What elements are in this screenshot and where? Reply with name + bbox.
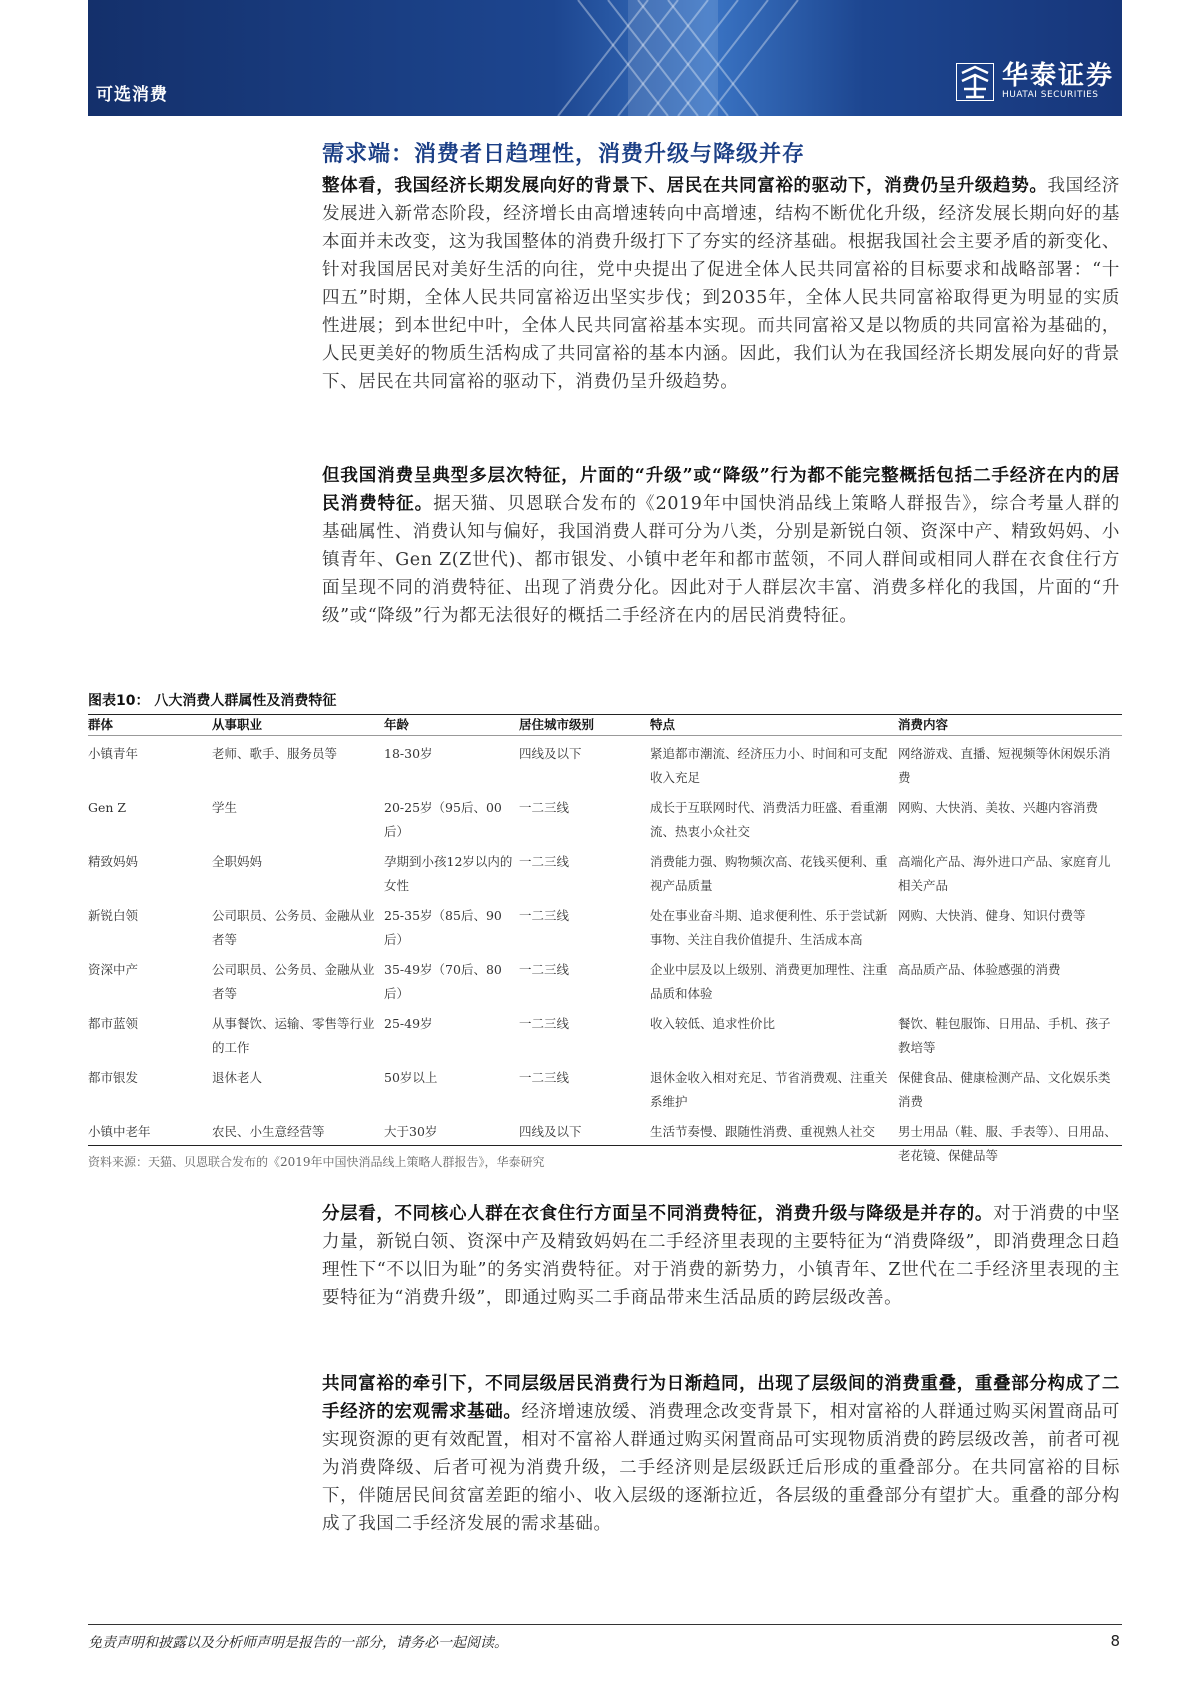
table-cell: 男士用品（鞋、服、手表等）、日用品、老花镜、保健品等	[898, 1124, 1117, 1163]
footer-rule	[88, 1624, 1122, 1625]
table-cell: 25-35岁（85后、90后）	[384, 908, 502, 947]
table-cell: 四线及以下	[519, 746, 582, 761]
table-cell: 一二三线	[519, 1016, 570, 1031]
table-header-cell: 消费内容	[898, 716, 949, 732]
table-row	[88, 898, 1122, 952]
table-bottom-rule	[88, 1145, 1122, 1146]
table-cell: 处在事业奋斗期、追求便利性、乐于尝试新事物、关注自我价值提升、生活成本高	[650, 908, 888, 947]
table-cell: 网络游戏、直播、短视频等休闲娱乐消费	[898, 746, 1111, 785]
table-header-cell: 居住城市级别	[519, 716, 595, 732]
table-cell: 18-30岁	[384, 746, 433, 761]
page-header-band	[88, 0, 1122, 116]
table-cell: 成长于互联网时代、消费活力旺盛、看重潮流、热衷小众社交	[650, 800, 888, 839]
table-cell: 农民、小生意经营等	[212, 1124, 325, 1139]
paragraph-stratified-body: 对于消费的中坚力量，新锐白领、资深中产及精致妈妈在二手经济里表现的主要特征为“消费降级”，即消费理念日趋理性下“不以旧为耻”的务实消费特征。对于消费的新势力，小镇青年、Z世代在二手经济里表现的主要特征为“消费升级”，即通过购买二手商品带来生活品质的跨层级改善。	[322, 1204, 1120, 1308]
table-cell: 网购、大快消、健身、知识付费等	[898, 908, 1086, 923]
table-row	[88, 844, 1122, 898]
table-cell: 退休金收入相对充足、节省消费观、注重关系维护	[650, 1070, 888, 1109]
figure-source: 资料来源：天猫、贝恩联合发布的《2019年中国快消品线上策略人群报告》，华泰研究	[88, 1155, 545, 1169]
table-row	[88, 1060, 1122, 1114]
table-cell: 网购、大快消、美妆、兴趣内容消费	[898, 800, 1099, 815]
table-cell: 公司职员、公务员、金融从业者等	[212, 962, 375, 1001]
table-cell: 35-49岁（70后、80后）	[384, 962, 502, 1001]
table-cell: 大于30岁	[384, 1124, 438, 1139]
table-header-cell: 特点	[650, 716, 676, 732]
table-cell: 精致妈妈	[88, 854, 139, 869]
paragraph-stratified	[322, 1200, 1120, 1312]
table-cell: 消费能力强、购物频次高、花钱买便利、重视产品质量	[650, 854, 888, 893]
section-tag: 可选消费	[96, 85, 168, 105]
table-cell: 从事餐饮、运输、零售等行业的工作	[212, 1016, 375, 1055]
table-cell: 高端化产品、海外进口产品、家庭育儿相关产品	[898, 854, 1111, 893]
table-header-row	[88, 712, 1122, 736]
paragraph-common-prosperity	[322, 1370, 1120, 1538]
table-cell: 资深中产	[88, 962, 139, 977]
table-cell: 一二三线	[519, 1070, 570, 1085]
header-decoration	[518, 0, 848, 116]
table-row	[88, 952, 1122, 1006]
table-cell: 一二三线	[519, 908, 570, 923]
paragraph-common-prosperity-lead: 共同富裕的牵引下，不同层级居民消费行为日渐趋同，出现了层级间的消费重叠，重叠部分构成了二手经济的宏观需求基础。	[322, 1374, 1120, 1422]
table-cell: 生活节奏慢、跟随性消费、重视熟人社交	[650, 1124, 876, 1139]
table-header-cell: 群体	[88, 716, 114, 732]
huatai-logo	[956, 62, 1114, 101]
table-cell: Gen Z	[88, 800, 127, 815]
page-number: 8	[1110, 1632, 1120, 1650]
consumer-groups-table	[88, 712, 1122, 1168]
figure-title: 图表10： 八大消费人群属性及消费特征	[88, 690, 1122, 715]
table-header-cell: 从事职业	[212, 716, 263, 732]
paragraph-stratified-lead: 分层看，不同核心人群在衣食住行方面呈不同消费特征，消费升级与降级是并存的。	[322, 1204, 994, 1224]
paragraph-multilevel-lead: 但我国消费呈典型多层次特征，片面的“升级”或“降级”行为都不能完整概括包括二手经济在内的居民消费特征。	[322, 466, 1120, 514]
paragraph-overall-lead: 整体看，我国经济长期发展向好的背景下、居民在共同富裕的驱动下，消费仍呈升级趋势。	[322, 176, 1048, 196]
paragraph-common-prosperity-body: 经济增速放缓、消费理念改变背景下，相对富裕的人群通过购买闲置商品可实现资源的更有效配置，相对不富裕人群通过购买闲置商品可实现物质消费的跨层级改善，前者可视为消费降级、后者可视为消费升级，二手经济则是层级跃迁后形成的重叠部分。在共同富裕的目标下，伴随居民间贫富差距的缩小、收入层级的逐渐拉近，各层级的重叠部分有望扩大。重叠的部分构成了我国二手经济发展的需求基础。	[322, 1402, 1120, 1534]
table-cell: 一二三线	[519, 854, 570, 869]
paragraph-overall	[322, 172, 1120, 396]
footer-disclaimer: 免责声明和披露以及分析师声明是报告的一部分，请务必一起阅读。	[88, 1635, 508, 1651]
paragraph-multilevel	[322, 462, 1120, 630]
logo-english-name: HUATAI SECURITIES	[1001, 90, 1099, 100]
section-title: 需求端：消费者日趋理性，消费升级与降级并存	[322, 142, 806, 167]
table-cell: 20-25岁（95后、00后）	[384, 800, 502, 839]
table-cell: 一二三线	[519, 962, 570, 977]
table-cell: 紧追都市潮流、经济压力小、时间和可支配收入充足	[650, 746, 888, 785]
table-cell: 小镇青年	[88, 746, 139, 761]
table-cell: 新锐白领	[88, 908, 139, 923]
table-header-cell: 年龄	[384, 716, 410, 732]
logo-chinese-name: 华泰证券	[1001, 61, 1114, 91]
table-row	[88, 1006, 1122, 1060]
table-cell: 公司职员、公务员、金融从业者等	[212, 908, 375, 947]
paragraph-multilevel-body: 据天猫、贝恩联合发布的《2019年中国快消品线上策略人群报告》，综合考量人群的基础属性、消费认知与偏好，我国消费人群可分为八类，分别是新锐白领、资深中产、精致妈妈、小镇青年、Gen Z(Z世代)、都市银发、小镇中老年和都市蓝领，不同人群间或相同人群在衣食住行方面呈现不同的消费特征、出现了消费分化。因此对于人群层次丰富、消费多样化的我国，片面的“升级”或“降级”行为都无法很好的概括二手经济在内的居民消费特征。	[322, 494, 1120, 626]
table-cell: 全职妈妈	[212, 854, 263, 869]
table-cell: 25-49岁	[384, 1016, 433, 1031]
table-cell: 收入较低、追求性价比	[650, 1016, 776, 1031]
table-cell: 小镇中老年	[88, 1124, 151, 1139]
table-cell: 一二三线	[519, 800, 570, 815]
table-cell: 餐饮、鞋包服饰、日用品、手机、孩子教培等	[898, 1016, 1111, 1055]
table-cell: 都市银发	[88, 1070, 139, 1085]
table-cell: 老师、歌手、服务员等	[212, 746, 338, 761]
paragraph-overall-body: 我国经济发展进入新常态阶段，经济增长由高增速转向中高增速，结构不断优化升级，经济发展长期向好的基本面并未改变，这为我国整体的消费升级打下了夯实的经济基础。根据我国社会主要矛盾的新变化、针对我国居民对美好生活的向往，党中央提出了促进全体人民共同富裕的目标要求和战略部署：“十四五”时期，全体人民共同富裕迈出坚实步伐；到2035年，全体人民共同富裕取得更为明显的实质性进展；到本世纪中叶，全体人民共同富裕基本实现。而共同富裕又是以物质的共同富裕为基础的，人民更美好的物质生活构成了共同富裕的基本内涵。因此，我们认为在我国经济长期发展向好的背景下、居民在共同富裕的驱动下，消费仍呈升级趋势。	[322, 176, 1120, 392]
table-cell: 四线及以下	[519, 1124, 582, 1139]
table-cell: 退休老人	[212, 1070, 263, 1085]
table-cell: 都市蓝领	[88, 1016, 139, 1031]
table-cell: 保健食品、健康检测产品、文化娱乐类消费	[898, 1070, 1111, 1109]
huatai-logo-icon	[956, 63, 994, 101]
table-cell: 学生	[212, 800, 238, 815]
table-row	[88, 736, 1122, 790]
table-cell: 企业中层及以上级别、消费更加理性、注重品质和体验	[650, 962, 888, 1001]
table-cell: 50岁以上	[384, 1070, 438, 1085]
table-cell: 孕期到小孩12岁以内的女性	[384, 854, 513, 893]
table-cell: 高品质产品、体验感强的消费	[898, 962, 1061, 977]
table-body	[88, 736, 1122, 1168]
table-row	[88, 790, 1122, 844]
